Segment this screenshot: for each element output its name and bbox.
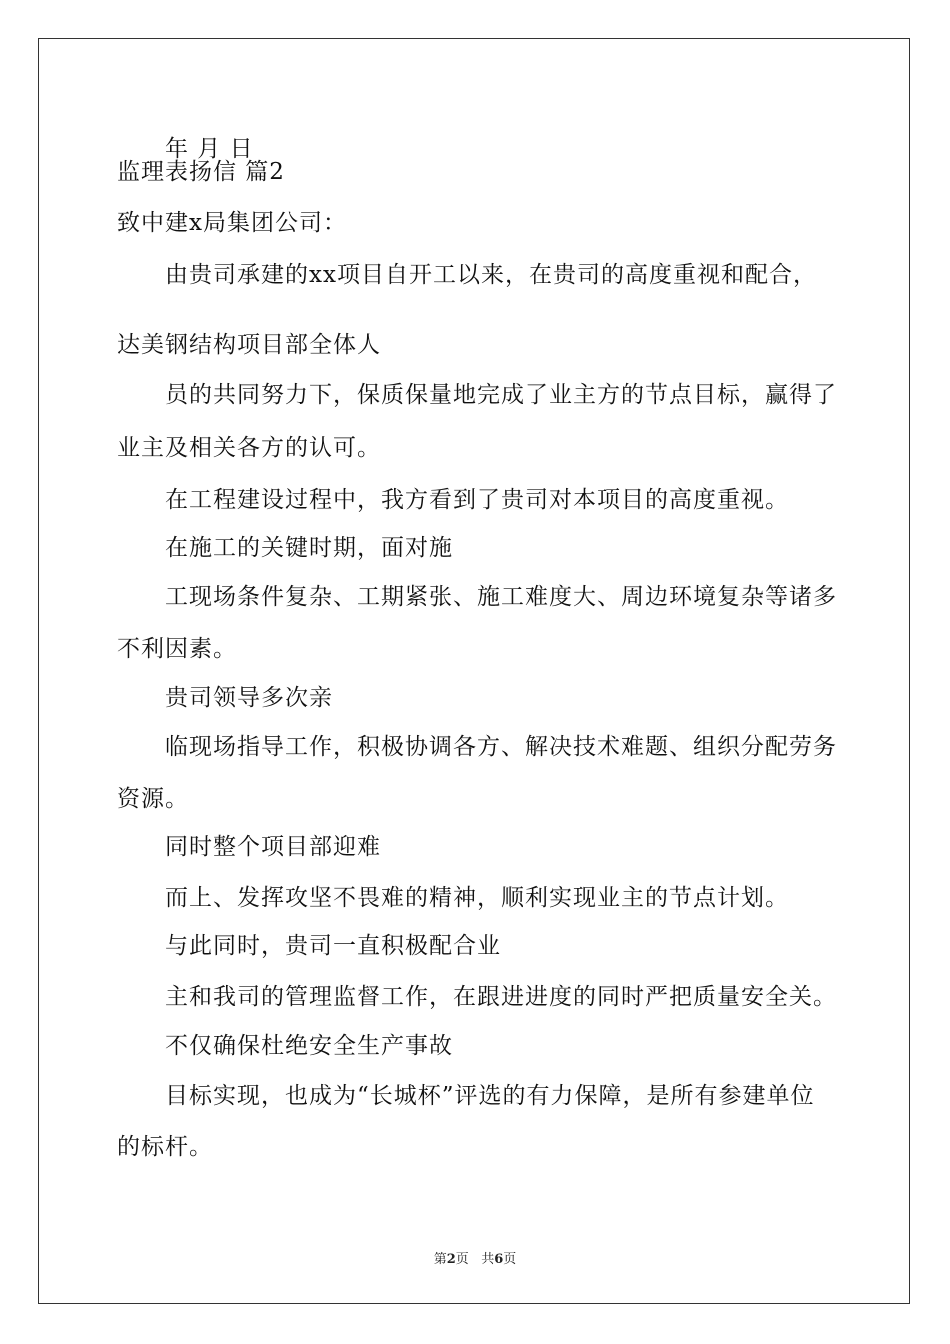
total-suffix: 页 — [503, 1252, 517, 1267]
page-prefix: 第 — [433, 1252, 447, 1267]
paragraph-line: 与此同时，贵司一直积极配合业 — [165, 933, 501, 959]
date-line: 年 月 日 — [165, 136, 254, 162]
paragraph-line: 目标实现，也成为“长城杯”评选的有力保障，是所有参建单位 — [165, 1083, 815, 1109]
paragraph-line: 主和我司的管理监督工作，在跟进进度的同时严把质量安全关。 — [165, 984, 837, 1010]
paragraph-line: 在工程建设过程中，我方看到了贵司对本项目的高度重视。 — [165, 487, 789, 513]
paragraph-line: 不仅确保杜绝安全生产事故 — [165, 1033, 453, 1059]
paragraph-line: 同时整个项目部迎难 — [165, 834, 381, 860]
paragraph-line: 达美钢结构项目部全体人 — [117, 332, 381, 358]
paragraph-line: 临现场指导工作，积极协调各方、解决技术难题、组织分配劳务 — [165, 734, 837, 760]
paragraph-line: 不利因素。 — [117, 636, 237, 662]
section-heading: 监理表扬信 篇2 — [117, 159, 285, 185]
paragraph-line: 贵司领导多次亲 — [165, 685, 333, 711]
paragraph-line: 工现场条件复杂、工期紧张、施工难度大、周边环境复杂等诸多 — [165, 584, 837, 610]
paragraph-line: 在施工的关键时期，面对施 — [165, 535, 453, 561]
total-prefix: 共 — [481, 1252, 495, 1267]
current-page-number: 2 — [446, 1252, 456, 1267]
paragraph-line: 资源。 — [117, 786, 189, 812]
total-page-count: 6 — [494, 1252, 504, 1267]
paragraph-line: 由贵司承建的xx项目自开工以来，在贵司的高度重视和配合， — [165, 262, 817, 288]
page-number-footer — [0, 1248, 950, 1267]
page-suffix: 页 — [455, 1252, 469, 1267]
paragraph-line: 的标杆。 — [117, 1134, 213, 1160]
paragraph-line: 员的共同努力下，保质保量地完成了业主方的节点目标，赢得了 — [165, 382, 837, 408]
salutation: 致中建x局集团公司： — [117, 210, 347, 236]
paragraph-line: 业主及相关各方的认可。 — [117, 435, 381, 461]
paragraph-line: 而上、发挥攻坚不畏难的精神，顺利实现业主的节点计划。 — [165, 885, 789, 911]
